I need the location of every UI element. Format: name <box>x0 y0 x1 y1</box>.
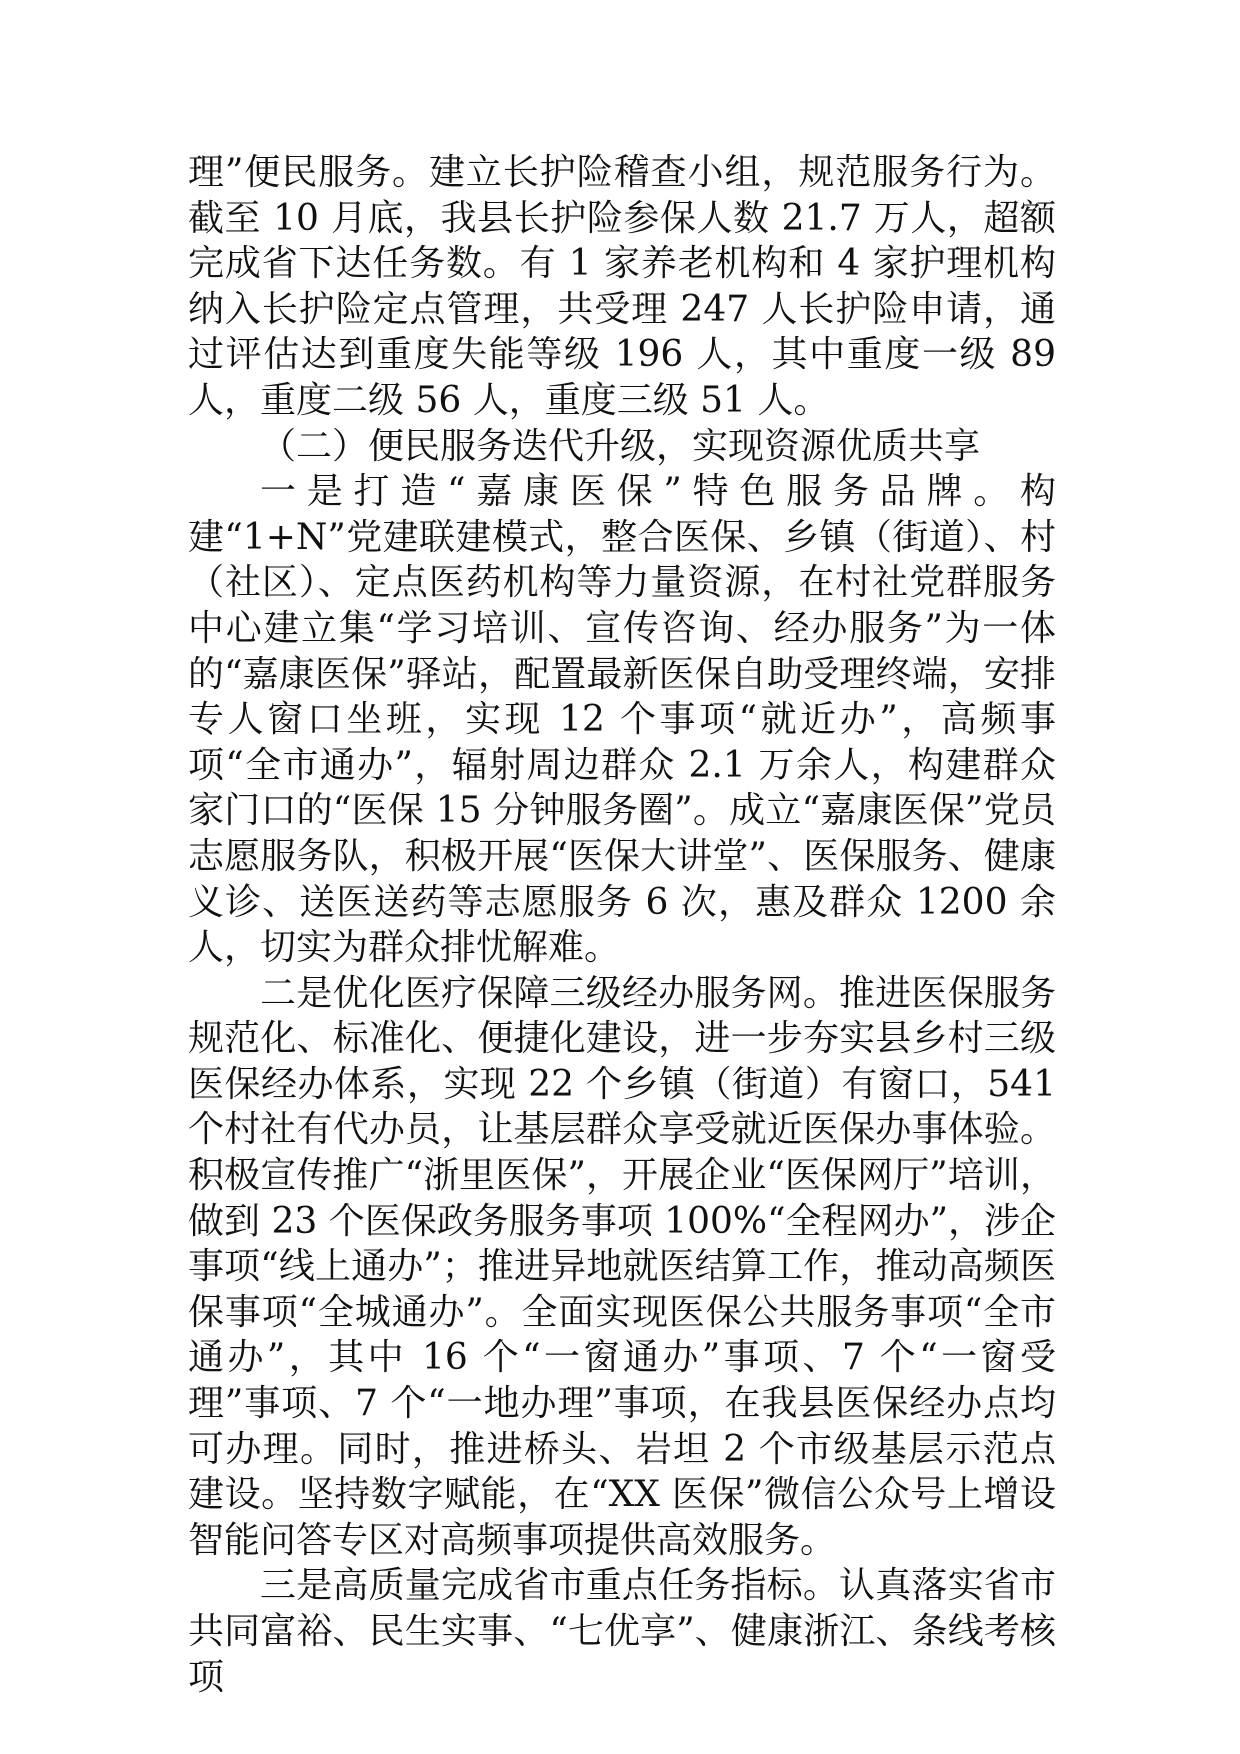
section-heading: （二）便民服务迭代升级，实现资源优质共享 <box>260 425 981 467</box>
paragraph-key-tasks: 三是高质量完成省市重点任务指标。认真落实省市共同富裕、民生实事、“七优享”、健康浙江、条线考核项 <box>188 1565 1056 1698</box>
paragraph-service-network: 二是优化医疗保障三级经办服务网。推进医保服务规范化、标准化、便捷化建设，进一步夯实县乡村三级医保经办体系，实现 22 个乡镇（街道）有窗口，541 个村社有代办员，让基层群众享受就近医保办事体验。积极宣传推广“浙里医保”，开展企业“医保网厅”培训，做到 23 个医保政务服务事项 100%“全程网办”，涉企事项“线上通办”；推进异地就医结算工作，推动高频医保事项“全城通办”。全面实现医保公共服务事项“全市通办”，其中 16 个“一窗通办”事项、7 个“一窗受理”事项、7 个“一地办理”事项，在我县医保经办点均可办理。同时，推进桥头、岩坦 2 个市级基层示范点建设。坚持数字赋能，在“XX 医保”微信公众号上增设智能问答专区对高频事项提供高效服务。 <box>188 972 1056 1561</box>
document-page <box>188 150 1056 1700</box>
paragraph-continuation: 理”便民服务。建立长护险稽查小组，规范服务行为。截至 10 月底，我县长护险参保人数 21.7 万人，超额完成省下达任务数。有 1 家养老机构和 4 家护理机构纳入长护险定点管理，共受理 247 人长护险申请，通过评估达到重度失能等级 196 人，其中重度一级 89 人，重度二级 56 人，重度三级 51 人。 <box>188 152 1056 421</box>
paragraph-service-brand: 一是打造“嘉康医保”特色服务品牌。构建“1+N”党建联建模式，整合医保、乡镇（街道）、村（社区）、定点医药机构等力量资源，在村社党群服务中心建立集“学习培训、宣传咨询、经办服务”为一体的“嘉康医保”驿站，配置最新医保自助受理终端，安排专人窗口坐班，实现 12 个事项“就近办”，高频事项“全市通办”，辐射周边群众 2.1 万余人，构建群众家门口的“医保 15 分钟服务圈”。成立“嘉康医保”党员志愿服务队，积极开展“医保大讲堂”、医保服务、健康义诊、送医送药等志愿服务 6 次，惠及群众 1200 余人，切实为群众排忧解难。 <box>188 471 1056 969</box>
